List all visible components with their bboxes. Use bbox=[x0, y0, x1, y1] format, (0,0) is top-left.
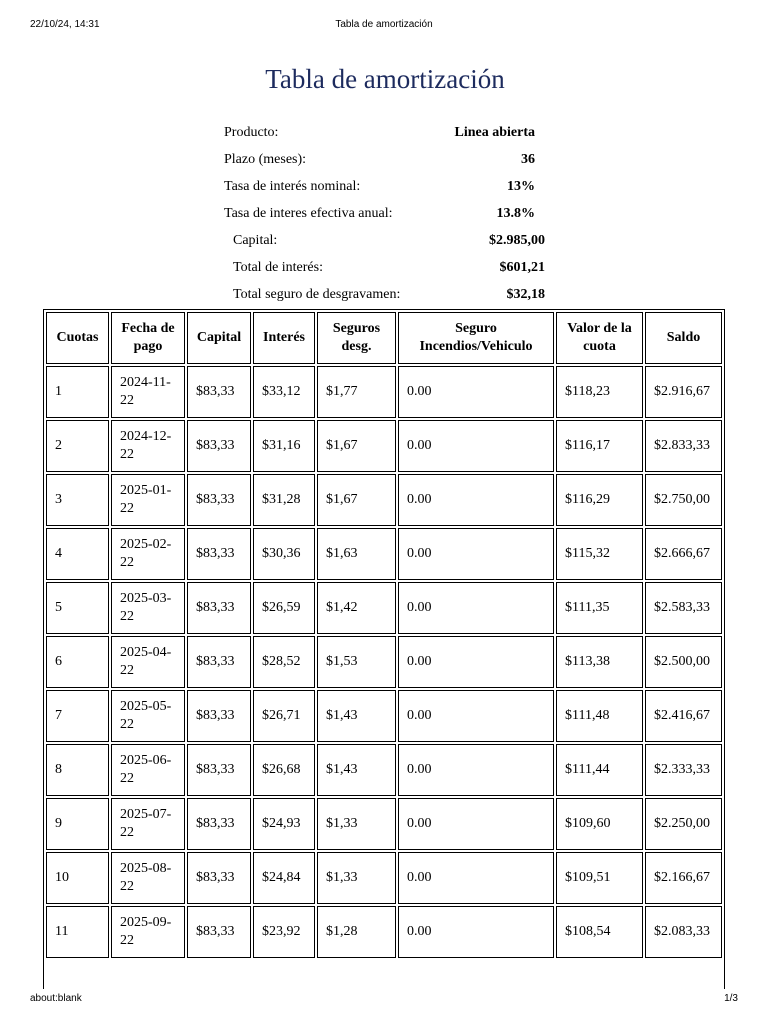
cell-valor-cuota: $118,23 bbox=[556, 366, 643, 418]
cell-valor-cuota: $116,17 bbox=[556, 420, 643, 472]
cell-fecha: 2024-11-22 bbox=[111, 366, 185, 418]
summary-capital bbox=[233, 231, 545, 251]
cell-cuota: 10 bbox=[46, 852, 109, 904]
summary-label: Tasa de interés nominal: bbox=[224, 179, 361, 194]
cell-saldo: $2.333,33 bbox=[645, 744, 722, 796]
cell-fecha: 2025-07-22 bbox=[111, 798, 185, 850]
cell-interes: $31,16 bbox=[253, 420, 315, 472]
cell-seguros-desg: $1,28 bbox=[317, 906, 396, 958]
cell-cuota: 8 bbox=[46, 744, 109, 796]
cell-valor-cuota: $115,32 bbox=[556, 528, 643, 580]
cell-seguros-desg: $1,63 bbox=[317, 528, 396, 580]
cell-capital: $83,33 bbox=[187, 636, 251, 688]
cell-interes: $26,59 bbox=[253, 582, 315, 634]
cell-saldo: $2.833,33 bbox=[645, 420, 722, 472]
header-saldo: Saldo bbox=[645, 312, 722, 364]
cell-seguro-incendios: 0.00 bbox=[398, 420, 554, 472]
table-row bbox=[46, 798, 722, 850]
cell-cuota: 11 bbox=[46, 906, 109, 958]
cell-seguro-incendios: 0.00 bbox=[398, 744, 554, 796]
cell-valor-cuota: $111,48 bbox=[556, 690, 643, 742]
cell-seguros-desg: $1,67 bbox=[317, 420, 396, 472]
cell-interes: $23,92 bbox=[253, 906, 315, 958]
table-header-row bbox=[46, 312, 722, 364]
cell-fecha: 2025-08-22 bbox=[111, 852, 185, 904]
cell-seguro-incendios: 0.00 bbox=[398, 636, 554, 688]
cell-cuota: 5 bbox=[46, 582, 109, 634]
header-fecha: Fecha de pago bbox=[111, 312, 185, 364]
cell-saldo: $2.750,00 bbox=[645, 474, 722, 526]
cell-valor-cuota: $116,29 bbox=[556, 474, 643, 526]
cell-interes: $24,93 bbox=[253, 798, 315, 850]
cell-seguro-incendios: 0.00 bbox=[398, 906, 554, 958]
cell-cuota: 2 bbox=[46, 420, 109, 472]
cell-seguro-incendios: 0.00 bbox=[398, 528, 554, 580]
cell-valor-cuota: $113,38 bbox=[556, 636, 643, 688]
summary-label: Total seguro de desgravamen: bbox=[233, 287, 401, 302]
cell-interes: $26,71 bbox=[253, 690, 315, 742]
table-row bbox=[46, 744, 722, 796]
cell-cuota: 1 bbox=[46, 366, 109, 418]
table-row bbox=[46, 474, 722, 526]
cell-capital: $83,33 bbox=[187, 366, 251, 418]
summary-value: 36 bbox=[521, 152, 535, 167]
cell-saldo: $2.583,33 bbox=[645, 582, 722, 634]
cell-seguros-desg: $1,77 bbox=[317, 366, 396, 418]
summary-value: $601,21 bbox=[499, 260, 545, 275]
cell-valor-cuota: $109,51 bbox=[556, 852, 643, 904]
summary-label: Plazo (meses): bbox=[224, 152, 307, 167]
cell-fecha: 2025-06-22 bbox=[111, 744, 185, 796]
cell-capital: $83,33 bbox=[187, 744, 251, 796]
cell-capital: $83,33 bbox=[187, 798, 251, 850]
summary-plazo bbox=[224, 150, 535, 170]
summary-label: Total de interés: bbox=[233, 260, 323, 275]
cell-seguros-desg: $1,67 bbox=[317, 474, 396, 526]
cell-fecha: 2025-01-22 bbox=[111, 474, 185, 526]
cell-seguro-incendios: 0.00 bbox=[398, 852, 554, 904]
cell-saldo: $2.166,67 bbox=[645, 852, 722, 904]
cell-interes: $26,68 bbox=[253, 744, 315, 796]
cell-saldo: $2.250,00 bbox=[645, 798, 722, 850]
cell-cuota: 6 bbox=[46, 636, 109, 688]
cell-interes: $30,36 bbox=[253, 528, 315, 580]
cell-seguro-incendios: 0.00 bbox=[398, 798, 554, 850]
summary-label: Tasa de interes efectiva anual: bbox=[224, 206, 393, 221]
cell-interes: $24,84 bbox=[253, 852, 315, 904]
cell-seguro-incendios: 0.00 bbox=[398, 474, 554, 526]
table-row bbox=[46, 852, 722, 904]
cell-cuota: 4 bbox=[46, 528, 109, 580]
cell-capital: $83,33 bbox=[187, 528, 251, 580]
table-body bbox=[46, 366, 722, 958]
table-row bbox=[46, 690, 722, 742]
cell-fecha: 2025-04-22 bbox=[111, 636, 185, 688]
print-page-title: Tabla de amortización bbox=[335, 19, 433, 30]
header-valor-cuota: Valor de la cuota bbox=[556, 312, 643, 364]
table-row bbox=[46, 366, 722, 418]
print-page-number: 1/3 bbox=[724, 993, 738, 1004]
summary-value: $2.985,00 bbox=[489, 233, 545, 248]
summary-total-seguro bbox=[233, 285, 545, 305]
cell-seguros-desg: $1,42 bbox=[317, 582, 396, 634]
cell-saldo: $2.666,67 bbox=[645, 528, 722, 580]
header-seguro-incendios: Seguro Incendios/Vehiculo bbox=[398, 312, 554, 364]
header-interes: Interés bbox=[253, 312, 315, 364]
cell-cuota: 9 bbox=[46, 798, 109, 850]
page-title: Tabla de amortización bbox=[265, 64, 505, 94]
cell-interes: $31,28 bbox=[253, 474, 315, 526]
cell-valor-cuota: $111,44 bbox=[556, 744, 643, 796]
header-cuotas: Cuotas bbox=[46, 312, 109, 364]
cell-interes: $33,12 bbox=[253, 366, 315, 418]
cell-seguros-desg: $1,43 bbox=[317, 690, 396, 742]
cell-saldo: $2.916,67 bbox=[645, 366, 722, 418]
cell-cuota: 3 bbox=[46, 474, 109, 526]
cell-valor-cuota: $111,35 bbox=[556, 582, 643, 634]
print-datetime: 22/10/24, 14:31 bbox=[30, 19, 100, 30]
summary-value: 13.8% bbox=[496, 206, 535, 221]
cell-cuota: 7 bbox=[46, 690, 109, 742]
summary-tasa-nominal bbox=[224, 177, 535, 197]
cell-fecha: 2025-02-22 bbox=[111, 528, 185, 580]
cell-seguro-incendios: 0.00 bbox=[398, 582, 554, 634]
cell-seguros-desg: $1,33 bbox=[317, 852, 396, 904]
cell-seguros-desg: $1,53 bbox=[317, 636, 396, 688]
cell-valor-cuota: $109,60 bbox=[556, 798, 643, 850]
cell-capital: $83,33 bbox=[187, 906, 251, 958]
summary-label: Capital: bbox=[233, 233, 278, 248]
cell-capital: $83,33 bbox=[187, 852, 251, 904]
table-row bbox=[46, 420, 722, 472]
amortization-table bbox=[44, 310, 724, 960]
cell-seguro-incendios: 0.00 bbox=[398, 366, 554, 418]
table-row bbox=[46, 906, 722, 958]
summary-value: $32,18 bbox=[506, 287, 545, 302]
cell-fecha: 2025-05-22 bbox=[111, 690, 185, 742]
summary-producto bbox=[224, 123, 535, 143]
summary-total-interes bbox=[233, 258, 545, 278]
cell-capital: $83,33 bbox=[187, 690, 251, 742]
cell-capital: $83,33 bbox=[187, 474, 251, 526]
summary-value: 13% bbox=[507, 179, 535, 194]
cell-capital: $83,33 bbox=[187, 420, 251, 472]
summary-tasa-efectiva bbox=[224, 204, 535, 224]
summary-value: Linea abierta bbox=[454, 125, 535, 140]
cell-seguros-desg: $1,43 bbox=[317, 744, 396, 796]
cell-seguro-incendios: 0.00 bbox=[398, 690, 554, 742]
cell-saldo: $2.416,67 bbox=[645, 690, 722, 742]
table-row bbox=[46, 636, 722, 688]
table-row bbox=[46, 528, 722, 580]
cell-seguros-desg: $1,33 bbox=[317, 798, 396, 850]
summary-label: Producto: bbox=[224, 125, 279, 140]
cell-saldo: $2.083,33 bbox=[645, 906, 722, 958]
header-seguros-desg: Seguros desg. bbox=[317, 312, 396, 364]
header-capital: Capital bbox=[187, 312, 251, 364]
cell-saldo: $2.500,00 bbox=[645, 636, 722, 688]
cell-valor-cuota: $108,54 bbox=[556, 906, 643, 958]
print-url: about:blank bbox=[30, 993, 82, 1004]
cell-capital: $83,33 bbox=[187, 582, 251, 634]
cell-fecha: 2025-03-22 bbox=[111, 582, 185, 634]
cell-fecha: 2025-09-22 bbox=[111, 906, 185, 958]
cell-interes: $28,52 bbox=[253, 636, 315, 688]
cell-fecha: 2024-12-22 bbox=[111, 420, 185, 472]
table-row bbox=[46, 582, 722, 634]
